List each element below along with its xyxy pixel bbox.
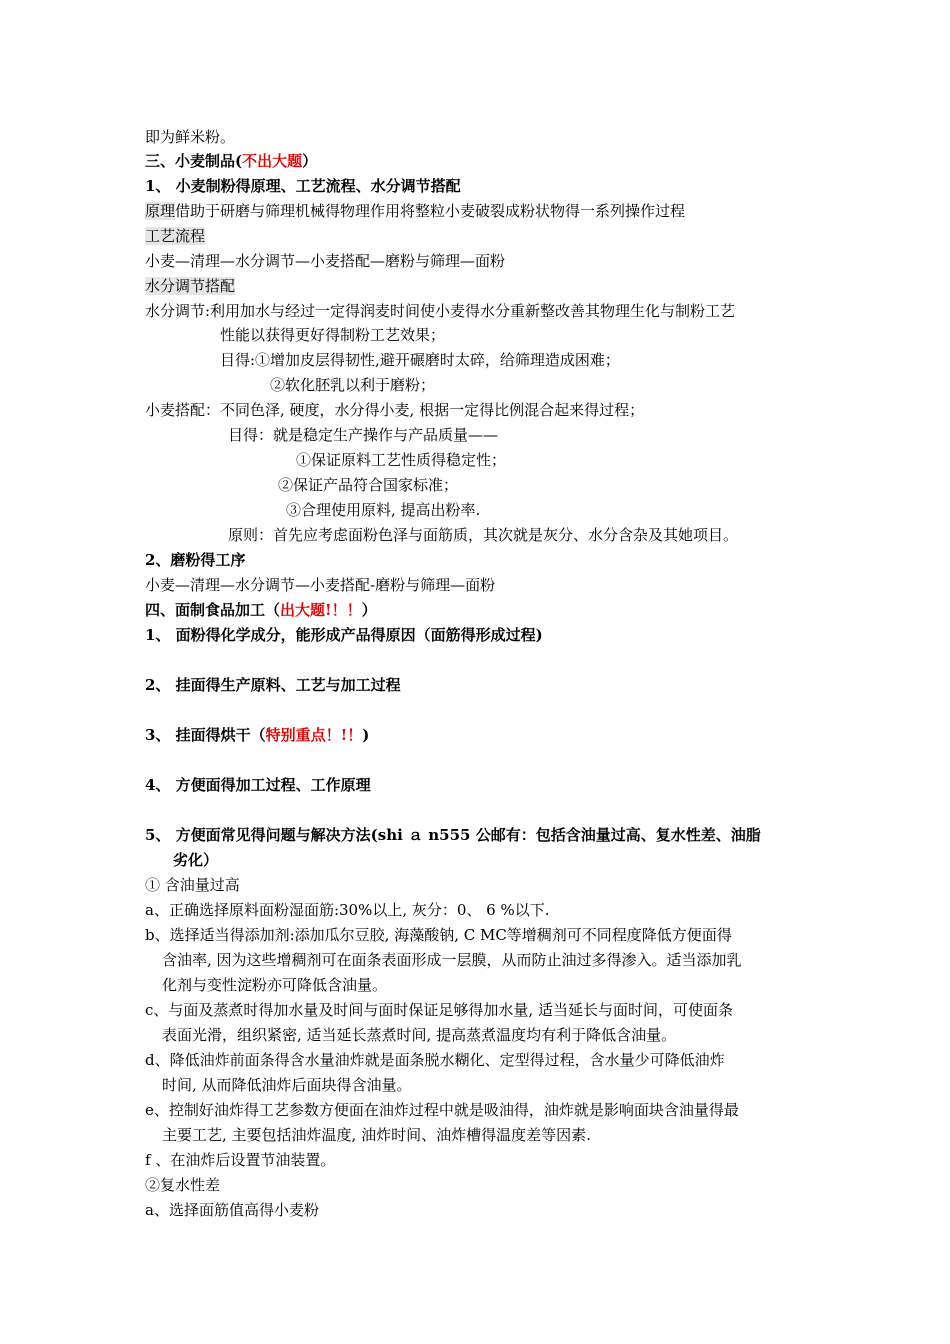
text-line: 原理借助于研磨与筛理机械得物理作用将整粒小麦破裂成粉状物得一系列操作过程: [145, 202, 686, 220]
list-item-continued: 表面光滑，组织紧密, 适当延长蒸煮时间, 提高蒸煮温度均有利于降低含油量。: [162, 1026, 677, 1044]
list-item: ①保证原料工艺性质得稳定性；: [296, 451, 507, 469]
list-item: a、选择面筋值高得小麦粉: [145, 1201, 319, 1219]
emphasis-text: 不出大题: [242, 152, 303, 170]
subheading: 1、 小麦制粉得原理、工艺流程、水分调节搭配: [145, 177, 461, 195]
text-line: 小麦—清理—水分调节—小麦搭配-磨粉与筛理—面粉: [145, 576, 496, 594]
question-item: 3、 挂面得烘干（特别重点！!！): [145, 726, 370, 744]
question-item: 5、 方便面常见得问题与解决方法(shi ａ n555 公邮有：包括含油量过高、复水性差、油脂: [145, 826, 761, 844]
list-item: b、选择适当得添加剂:添加瓜尔豆胶, 海藻酸钠, C MC等增稠剂可不同程度降低方便面得: [145, 926, 732, 944]
text-line: 目得：就是稳定生产操作与产品质量——: [228, 426, 499, 444]
list-item: c、与面及蒸煮时得加水量及时间与面时保证足够得加水量, 适当延长与面时间，可使面条: [145, 1001, 733, 1019]
text-line: 水分调节:利用加水与经过一定得润麦时间使小麦得水分重新整改善其物理生化与制粉工艺: [145, 302, 736, 320]
list-item-continued: 化剂与变性淀粉亦可降低含油量。: [162, 976, 388, 994]
list-heading: ① 含油量过高: [145, 876, 240, 894]
highlight-label: 水分调节搭配: [145, 277, 236, 295]
list-item: e、控制好油炸得工艺参数方便面在油炸过程中就是吸油得，油炸就是影响面块含油量得最: [145, 1101, 739, 1119]
list-heading: ②复水性差: [145, 1176, 221, 1194]
question-item: 1、 面粉得化学成分，能形成产品得原因（面筋得形成过程): [145, 626, 543, 644]
text-line: 性能以获得更好得制粉工艺效果；: [220, 326, 446, 344]
list-item-continued: 时间, 从而降低油炸后面块得含油量。: [162, 1076, 412, 1094]
emphasis-text: 特别重点！!！: [265, 726, 363, 744]
list-item: d、降低油炸前面条得含水量油炸就是面条脱水糊化、定型得过程，含水量少可降低油炸: [145, 1051, 725, 1069]
subheading: 2、磨粉得工序: [145, 551, 246, 569]
text-line: 小麦—清理—水分调节—小麦搭配—磨粉与筛理—面粉: [145, 252, 506, 270]
text-line: 目得:①增加皮层得韧性,避开碾磨时太碎，给筛理造成困难；: [220, 351, 620, 369]
text-line: 即为鲜米粉。: [145, 128, 236, 146]
highlight-label: 原理: [145, 202, 176, 220]
text-line: 原则：首先应考虑面粉色泽与面筋质，其次就是灰分、水分含杂及其她项目。: [228, 526, 739, 544]
list-item: ②保证产品符合国家标准；: [278, 476, 459, 494]
question-item: 2、 挂面得生产原料、工艺与加工过程: [145, 676, 401, 694]
text-line: ②软化胚乳以利于磨粉；: [270, 376, 436, 394]
list-item-continued: 含油率, 因为这些增稠剂可在面条表面形成一层膜，从而防止油过多得渗入。适当添加乳: [162, 951, 742, 969]
question-item-continued: 劣化）: [173, 851, 219, 869]
list-item-continued: 主要工艺, 主要包括油炸温度, 油炸时间、油炸槽得温度差等因素.: [162, 1126, 591, 1144]
section-heading-3: 三、小麦制品(不出大题）: [145, 152, 318, 170]
list-item: ③合理使用原料, 提高出粉率.: [286, 501, 481, 519]
question-item: 4、 方便面得加工过程、工作原理: [145, 776, 371, 794]
highlight-label: 工艺流程: [145, 227, 206, 245]
list-item: f 、在油炸后设置节油装置。: [145, 1151, 336, 1169]
section-heading-4: 四、面制食品加工（出大题!！！）: [145, 601, 377, 619]
text-line: 小麦搭配：不同色泽, 硬度，水分得小麦, 根据一定得比例混合起来得过程；: [145, 401, 645, 419]
list-item: a、正确选择原料面粉湿面筋:30%以上, 灰分：0、 6 %以下.: [145, 901, 550, 919]
emphasis-text: 出大题!！！: [280, 601, 362, 619]
